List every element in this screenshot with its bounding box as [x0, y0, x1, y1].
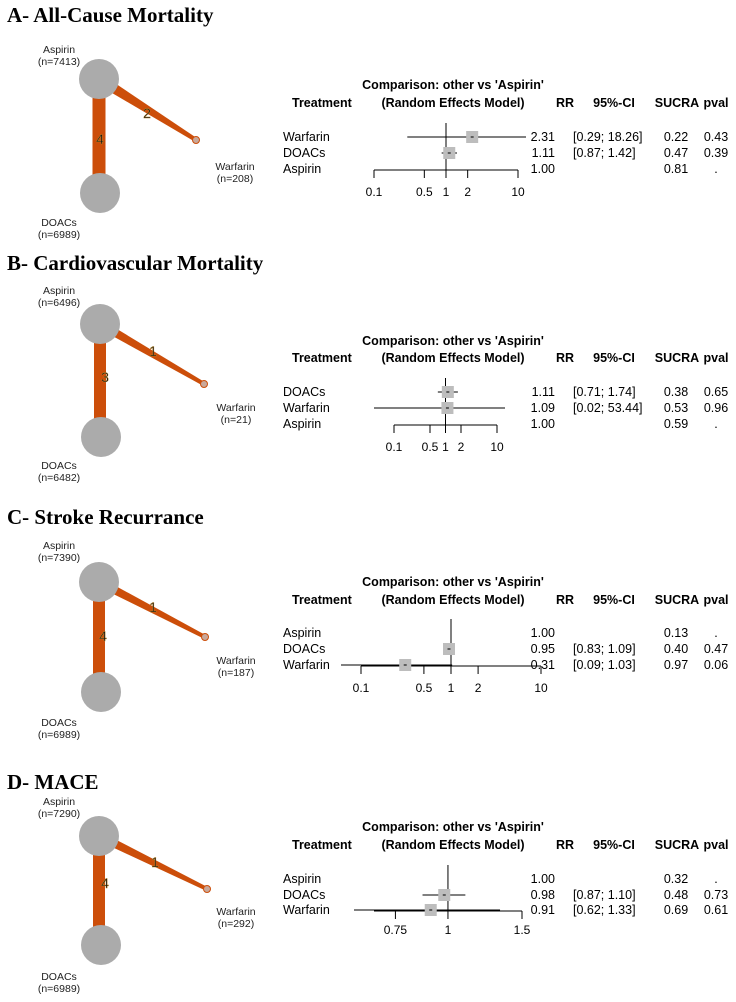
edge-label: 3	[101, 369, 109, 385]
rr-value: 1.00	[530, 162, 555, 176]
network-node	[79, 816, 119, 856]
ci-value: [0.87; 1.10]	[573, 888, 636, 902]
node-count: (n=21)	[220, 414, 252, 426]
rr-value: 1.00	[530, 417, 555, 431]
pval-value: .	[714, 872, 718, 886]
node-label: Aspirin	[42, 540, 76, 552]
pval-header: pval	[703, 351, 729, 365]
network-node	[81, 925, 121, 965]
panel-a	[7, 3, 729, 241]
network-plot	[38, 285, 256, 484]
node-label: Warfarin	[215, 161, 255, 173]
network-node	[81, 417, 121, 457]
rr-value: 0.98	[530, 888, 555, 902]
node-label: DOACs	[41, 717, 77, 729]
pval-value: 0.73	[703, 888, 729, 902]
rr-value: 1.00	[530, 626, 555, 640]
panel-c	[7, 505, 729, 741]
x-tick-label: 1	[444, 923, 452, 937]
network-node	[201, 381, 208, 388]
pval-value: 0.39	[703, 146, 729, 160]
network-node	[79, 562, 119, 602]
treatment-label: Warfarin	[283, 401, 330, 415]
x-tick-label: 0.75	[383, 923, 408, 937]
forest-plot	[283, 334, 729, 454]
pval-header: pval	[703, 593, 729, 607]
x-tick-label: 10	[490, 440, 504, 454]
network-node	[202, 634, 209, 641]
edge-label: 1	[149, 599, 157, 615]
network-plot	[38, 796, 256, 995]
rr-value: 1.11	[531, 146, 555, 160]
x-tick-label: 2	[457, 440, 465, 454]
node-label: Warfarin	[216, 906, 256, 918]
x-tick-label: 0.1	[365, 185, 383, 199]
pval-value: 0.43	[703, 130, 729, 144]
panel-d	[7, 770, 729, 995]
panel-title: D- MACE	[7, 770, 99, 794]
rr-header: RR	[555, 96, 575, 110]
sucra-header: SUCRA	[654, 838, 700, 852]
network-plot	[38, 44, 255, 241]
ci-value: [0.87; 1.42]	[573, 146, 636, 160]
comparison-header: Comparison: other vs 'Aspirin'	[362, 575, 544, 589]
rr-value: 0.95	[530, 642, 555, 656]
ci-value: [0.83; 1.09]	[573, 642, 636, 656]
forest-row	[283, 872, 718, 886]
x-tick-label: 0.5	[421, 440, 439, 454]
forest-plot	[283, 78, 729, 199]
x-tick-label: 0.5	[415, 185, 433, 199]
treatment-label: Aspirin	[283, 626, 322, 640]
node-label: Aspirin	[42, 285, 76, 297]
node-label: Aspirin	[42, 44, 76, 56]
network-node	[193, 137, 200, 144]
treatment-header: Treatment	[292, 351, 352, 365]
x-tick-label: 0.1	[385, 440, 403, 454]
pval-value: 0.61	[703, 903, 729, 917]
ci-header: 95%-CI	[593, 838, 635, 852]
node-count: (n=6482)	[37, 472, 81, 484]
node-count: (n=7290)	[37, 808, 81, 820]
treatment-header: Treatment	[292, 593, 352, 607]
ci-header: 95%-CI	[593, 593, 635, 607]
sucra-value: 0.32	[663, 872, 689, 886]
edge-label: 4	[99, 628, 107, 644]
model-header: (Random Effects Model)	[381, 351, 525, 365]
forest-row	[283, 401, 728, 415]
sucra-value: 0.53	[663, 401, 689, 415]
node-count: (n=187)	[217, 667, 255, 679]
comparison-header: Comparison: other vs 'Aspirin'	[362, 334, 544, 348]
edge-label: 2	[143, 105, 151, 121]
forest-plot	[283, 820, 729, 937]
x-tick-label: 10	[511, 185, 525, 199]
pval-value: .	[714, 626, 718, 640]
forest-row	[283, 162, 718, 176]
treatment-label: Warfarin	[283, 903, 330, 917]
pval-value: 0.96	[703, 401, 729, 415]
rr-value: 1.00	[530, 872, 555, 886]
forest-row	[283, 903, 728, 917]
sucra-value: 0.40	[663, 642, 689, 656]
ci-value: [0.29; 18.26]	[573, 130, 643, 144]
network-node	[79, 59, 119, 99]
treatment-label: DOACs	[283, 642, 326, 656]
sucra-header: SUCRA	[654, 351, 700, 365]
treatment-label: Aspirin	[283, 162, 322, 176]
treatment-label: DOACs	[283, 888, 326, 902]
panel-title: A- All-Cause Mortality	[7, 3, 214, 27]
pval-value: 0.65	[703, 385, 729, 399]
rr-header: RR	[555, 593, 575, 607]
forest-plot	[283, 575, 729, 695]
sucra-header: SUCRA	[654, 593, 700, 607]
panel-title: C- Stroke Recurrance	[7, 505, 204, 529]
ci-value: [0.09; 1.03]	[573, 658, 636, 672]
treatment-label: DOACs	[283, 385, 326, 399]
sucra-value: 0.38	[663, 385, 689, 399]
network-node	[80, 173, 120, 213]
edge-label: 4	[101, 875, 109, 891]
pval-value: .	[714, 162, 718, 176]
network-plot	[38, 540, 256, 741]
x-tick-label: 0.5	[415, 681, 433, 695]
node-count: (n=6989)	[37, 983, 81, 995]
edge-label: 1	[149, 343, 157, 359]
node-label: DOACs	[41, 971, 77, 983]
x-tick-label: 2	[474, 681, 482, 695]
node-label: Warfarin	[216, 655, 256, 667]
forest-row	[283, 417, 718, 431]
treatment-label: Warfarin	[283, 658, 330, 672]
sucra-value: 0.81	[663, 162, 689, 176]
ci-value: [0.71; 1.74]	[573, 385, 636, 399]
node-count: (n=7413)	[37, 56, 81, 68]
forest-row	[283, 642, 728, 656]
ci-header: 95%-CI	[593, 351, 635, 365]
model-header: (Random Effects Model)	[381, 96, 525, 110]
x-tick-label: 1	[442, 440, 449, 454]
x-tick-label: 1	[447, 681, 455, 695]
node-count: (n=292)	[217, 918, 255, 930]
rr-header: RR	[555, 838, 575, 852]
ci-header: 95%-CI	[593, 96, 635, 110]
rr-value: 0.91	[530, 903, 555, 917]
forest-row	[283, 626, 718, 640]
ci-value: [0.02; 53.44]	[573, 401, 643, 415]
treatment-header: Treatment	[292, 96, 352, 110]
sucra-value: 0.69	[663, 903, 689, 917]
comparison-header: Comparison: other vs 'Aspirin'	[362, 820, 544, 834]
model-header: (Random Effects Model)	[381, 838, 525, 852]
pval-header: pval	[703, 838, 729, 852]
model-header: (Random Effects Model)	[381, 593, 525, 607]
x-tick-label: 1.5	[513, 923, 531, 937]
pval-header: pval	[703, 96, 729, 110]
rr-value: 1.11	[531, 385, 555, 399]
network-node	[80, 304, 120, 344]
treatment-header: Treatment	[292, 838, 352, 852]
node-count: (n=6989)	[37, 729, 81, 741]
node-label: DOACs	[41, 217, 77, 229]
treatment-label: DOACs	[283, 146, 326, 160]
sucra-value: 0.22	[663, 130, 689, 144]
rr-value: 2.31	[530, 130, 555, 144]
treatment-label: Aspirin	[283, 417, 322, 431]
rr-value: 1.09	[530, 401, 555, 415]
node-label: DOACs	[41, 460, 77, 472]
pval-value: 0.06	[703, 658, 729, 672]
x-tick-label: 0.1	[352, 681, 370, 695]
x-tick-label: 2	[464, 185, 472, 199]
node-count: (n=6496)	[37, 297, 81, 309]
node-label: Aspirin	[42, 796, 76, 808]
node-count: (n=7390)	[37, 552, 81, 564]
panel-b	[7, 251, 729, 484]
network-node	[81, 672, 121, 712]
edge-label: 1	[151, 854, 159, 870]
node-count: (n=208)	[216, 173, 254, 185]
treatment-label: Warfarin	[283, 130, 330, 144]
x-tick-label: 1	[442, 185, 450, 199]
sucra-value: 0.13	[663, 626, 689, 640]
forest-row	[283, 888, 728, 902]
rr-value: 0.31	[530, 658, 555, 672]
node-count: (n=6989)	[37, 229, 81, 241]
pval-value: .	[714, 417, 718, 431]
edge-label: 4	[96, 131, 104, 147]
ci-value: [0.62; 1.33]	[573, 903, 636, 917]
panel-title: B- Cardiovascular Mortality	[7, 251, 264, 275]
sucra-value: 0.47	[663, 146, 689, 160]
sucra-value: 0.48	[663, 888, 689, 902]
forest-row	[283, 146, 728, 160]
forest-row	[283, 385, 728, 399]
forest-row	[283, 130, 728, 144]
sucra-value: 0.59	[663, 417, 689, 431]
sucra-header: SUCRA	[654, 96, 700, 110]
sucra-value: 0.97	[663, 658, 689, 672]
forest-row	[283, 658, 728, 672]
treatment-label: Aspirin	[283, 872, 322, 886]
pval-value: 0.47	[703, 642, 729, 656]
network-node	[204, 886, 211, 893]
comparison-header: Comparison: other vs 'Aspirin'	[362, 78, 544, 92]
x-tick-label: 10	[534, 681, 548, 695]
node-label: Warfarin	[216, 402, 256, 414]
rr-header: RR	[555, 351, 575, 365]
